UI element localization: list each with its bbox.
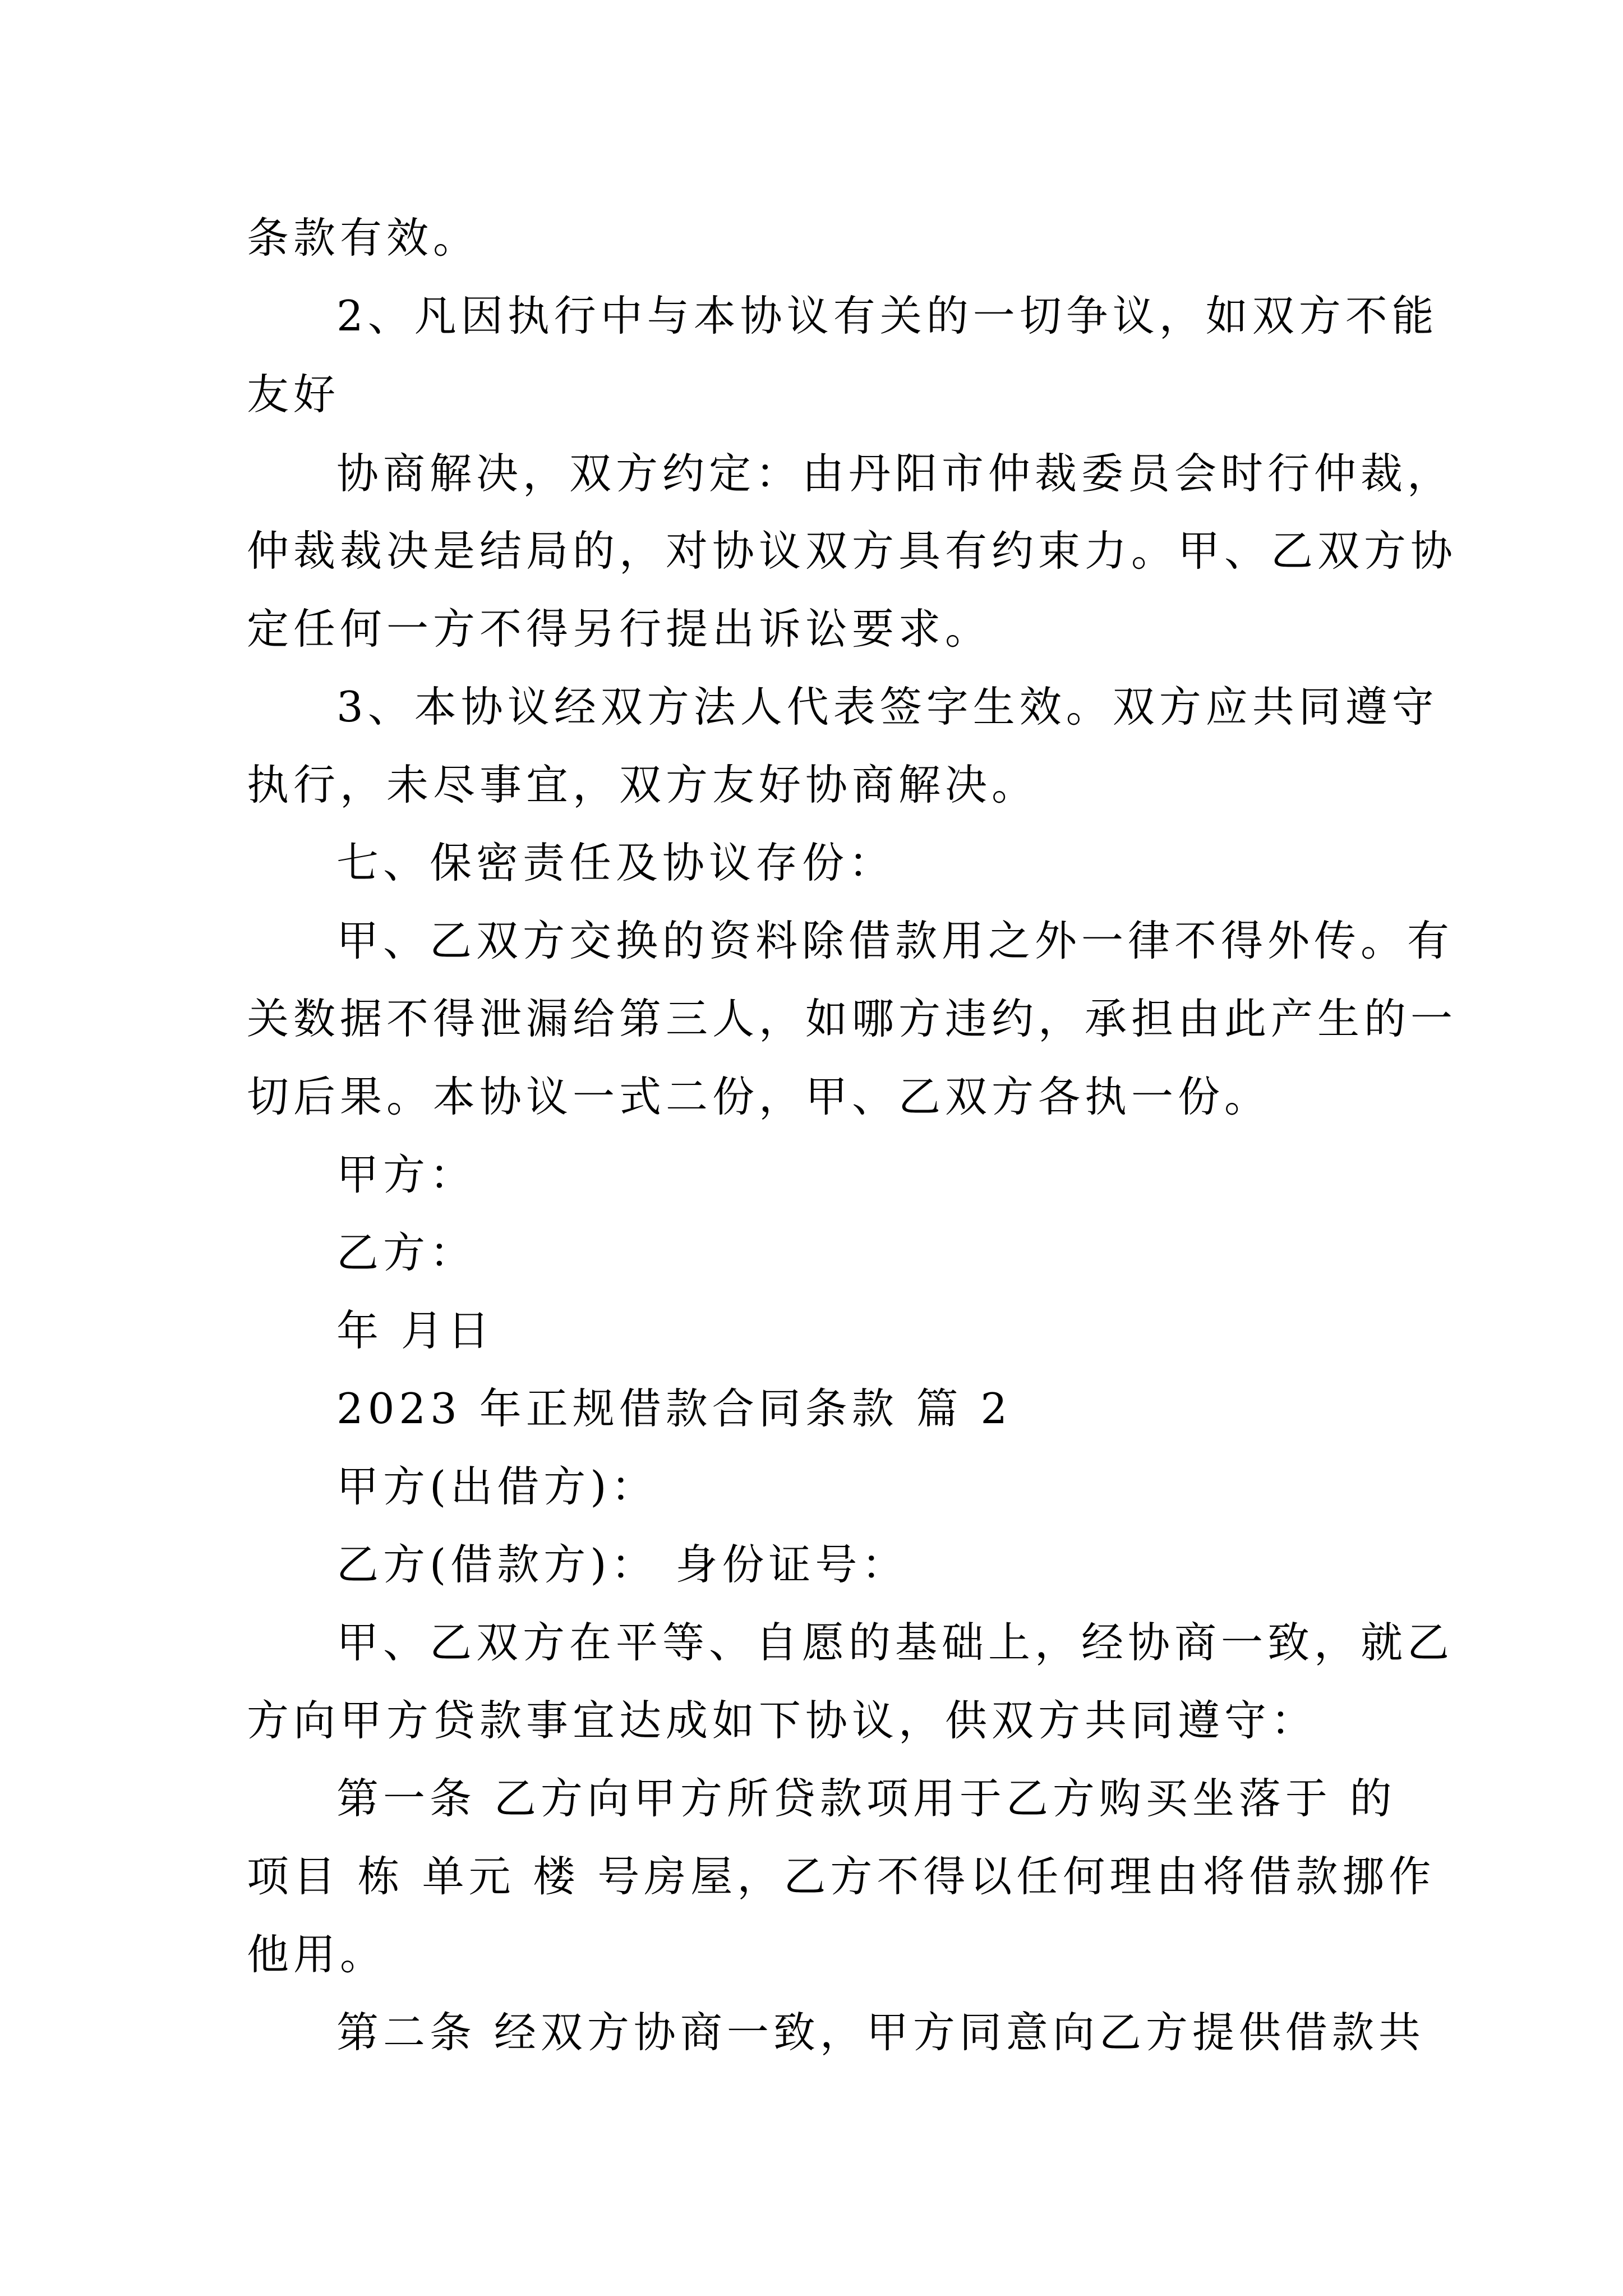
text-line: 友好 — [247, 370, 340, 419]
text-line: 项目 栋 单元 楼 号房屋，乙方不得以任何理由将借款挪作 — [247, 1852, 1436, 1901]
text-line: 切后果。本协议一式二份，甲、乙双方各执一份。 — [247, 1072, 1271, 1121]
signature-party-b: 乙方： — [336, 1228, 477, 1277]
lender-line: 甲方(出借方)： — [336, 1462, 658, 1511]
text-line: 3、本协议经双方法人代表签字生效。双方应共同遵守 — [336, 682, 1438, 731]
text-line: 第二条 经双方协商一致，甲方同意向乙方提供借款共 — [336, 2008, 1425, 2057]
text-line: 2、凡因执行中与本协议有关的一切争议，如双方不能 — [336, 291, 1438, 341]
text-line: 甲、乙双方交换的资料除借款用之外一律不得外传。有 — [336, 916, 1454, 965]
text-line: 他用。 — [247, 1930, 387, 1979]
section-title: 2023 年正规借款合同条款 篇 2 — [336, 1384, 1012, 1433]
text-line: 执行，未尽事宜，双方友好协商解决。 — [247, 760, 1039, 809]
text-line: 协商解决，双方约定：由丹阳市仲裁委员会时行仲裁， — [336, 449, 1454, 498]
text-line: 仲裁裁决是结局的，对协议双方具有约束力。甲、乙双方协 — [247, 526, 1458, 576]
text-line: 甲、乙双方在平等、自愿的基础上，经协商一致，就乙 — [336, 1618, 1454, 1667]
section-heading: 七、保密责任及协议存份： — [336, 838, 896, 887]
text-line: 第一条 乙方向甲方所贷款项用于乙方购买坐落于 的 — [336, 1774, 1396, 1823]
signature-party-a: 甲方： — [336, 1150, 477, 1199]
text-line: 方向甲方贷款事宜达成如下协议，供双方共同遵守： — [247, 1696, 1318, 1745]
borrower-line: 乙方(借款方)： 身份证号： — [336, 1540, 909, 1589]
signature-date: 年 月日 — [336, 1306, 494, 1355]
text-line: 关数据不得泄漏给第三人，如哪方违约，承担由此产生的一 — [247, 994, 1458, 1043]
text-line: 条款有效。 — [247, 213, 480, 263]
text-line: 定任何一方不得另行提出诉讼要求。 — [247, 604, 992, 654]
